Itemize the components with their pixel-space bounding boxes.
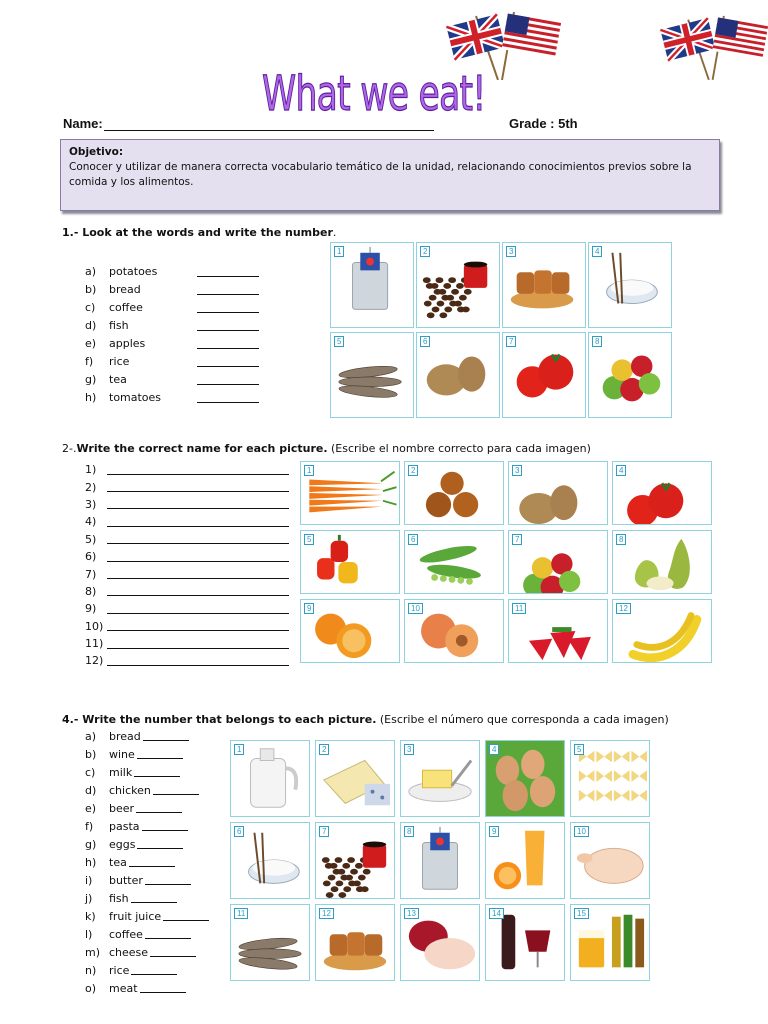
item-number: 5) <box>85 532 97 546</box>
picture-number: 5 <box>574 744 584 755</box>
answer-blank[interactable] <box>129 856 175 867</box>
picture-tile <box>400 904 480 981</box>
item-letter: c) <box>85 766 96 779</box>
picture-tile <box>508 530 608 594</box>
objective-text: Conocer y utilizar de manera correcta vocabulario temático de la unidad, relacionando conocimientos previos sobre la comida y los alimentos. <box>69 161 692 188</box>
item-letter: g) <box>85 838 97 851</box>
item-number: 8) <box>85 584 97 598</box>
item-number: 9) <box>85 602 97 616</box>
picture-tile <box>400 822 480 899</box>
picture-tile <box>416 332 500 418</box>
picture-number: 8 <box>404 826 414 837</box>
picture-number: 14 <box>489 908 504 919</box>
picture-tile <box>485 904 565 981</box>
answer-blank[interactable] <box>145 874 191 885</box>
uk-us-flags-icon <box>660 10 768 82</box>
item-word: bread <box>109 730 141 743</box>
picture-number: 4 <box>592 246 602 257</box>
picture-number: 15 <box>574 908 589 919</box>
list-item <box>85 820 209 838</box>
item-word: fish <box>109 892 129 905</box>
item-letter: g) <box>85 372 97 386</box>
list-item <box>85 910 209 928</box>
list-item <box>85 370 259 388</box>
list-item <box>85 461 289 478</box>
list-item <box>85 652 289 669</box>
section4-word-list <box>85 730 209 1000</box>
picture-tile <box>502 332 586 418</box>
list-item <box>85 548 289 565</box>
section2-picture-grid <box>300 461 712 663</box>
answer-blank[interactable] <box>134 766 180 777</box>
answer-blank[interactable] <box>197 338 259 349</box>
item-letter: b) <box>85 282 97 296</box>
item-letter: h) <box>85 856 97 869</box>
answer-blank[interactable] <box>137 748 183 759</box>
picture-tile <box>300 599 400 663</box>
list-item <box>85 531 289 548</box>
grade-label: Grade : 5th <box>509 116 578 131</box>
answer-blank[interactable] <box>107 534 289 544</box>
name-field[interactable] <box>104 130 434 131</box>
picture-tile <box>230 822 310 899</box>
picture-number: 8 <box>616 534 626 545</box>
item-letter: k) <box>85 910 96 923</box>
item-word: coffee <box>109 300 143 314</box>
answer-blank[interactable] <box>107 586 289 596</box>
item-number: 10) <box>85 619 104 633</box>
list-item <box>85 730 209 748</box>
section1-picture-grid <box>330 242 672 418</box>
picture-number: 4 <box>489 744 499 755</box>
picture-tile <box>612 599 712 663</box>
item-letter: d) <box>85 318 97 332</box>
list-item <box>85 316 259 334</box>
picture-number: 2 <box>408 465 418 476</box>
picture-number: 12 <box>616 603 631 614</box>
picture-tile <box>230 740 310 817</box>
picture-number: 1 <box>304 465 314 476</box>
peppers-icon <box>301 531 399 593</box>
picture-number: 7 <box>319 826 329 837</box>
picture-tile <box>416 242 500 328</box>
list-item <box>85 583 289 600</box>
item-number: 1) <box>85 463 97 477</box>
item-number: 7) <box>85 567 97 581</box>
answer-blank[interactable] <box>107 482 289 492</box>
item-letter: c) <box>85 300 96 314</box>
answer-blank[interactable] <box>197 266 259 277</box>
picture-number: 9 <box>304 603 314 614</box>
answer-blank[interactable] <box>107 569 289 579</box>
picture-tile <box>485 822 565 899</box>
section2-answer-list <box>85 461 289 670</box>
list-item <box>85 892 209 910</box>
picture-number: 4 <box>616 465 626 476</box>
answer-blank[interactable] <box>107 465 289 475</box>
section4-picture-grid <box>230 740 650 981</box>
list-item <box>85 565 289 582</box>
item-letter: f) <box>85 354 94 368</box>
picture-tile <box>330 242 414 328</box>
item-word: butter <box>109 874 143 887</box>
item-letter: o) <box>85 982 97 995</box>
section1-title: 1.- Look at the words and write the number. <box>62 226 337 239</box>
list-item <box>85 784 209 802</box>
picture-number: 7 <box>512 534 522 545</box>
item-word: tea <box>109 856 127 869</box>
item-letter: d) <box>85 784 97 797</box>
picture-number: 11 <box>512 603 526 614</box>
pears-icon <box>613 531 711 593</box>
list-item <box>85 600 289 617</box>
list-item <box>85 856 209 874</box>
picture-number: 6 <box>234 826 244 837</box>
answer-blank[interactable] <box>140 982 186 993</box>
item-letter: i) <box>85 874 93 887</box>
picture-tile <box>315 740 395 817</box>
item-word: potatoes <box>109 264 158 278</box>
tomatoes-icon <box>613 462 711 524</box>
picture-tile <box>315 904 395 981</box>
picture-tile <box>570 904 650 981</box>
answer-blank[interactable] <box>107 656 289 666</box>
list-item <box>85 964 209 982</box>
answer-blank[interactable] <box>163 910 209 921</box>
name-label: Name: <box>63 116 103 131</box>
list-item <box>85 946 209 964</box>
answer-blank[interactable] <box>142 820 188 831</box>
item-letter: m) <box>85 946 101 959</box>
picture-tile <box>570 822 650 899</box>
objective-box <box>60 139 720 211</box>
picture-number: 10 <box>574 826 589 837</box>
picture-tile <box>508 599 608 663</box>
list-item <box>85 496 289 513</box>
item-word: fruit juice <box>109 910 162 923</box>
picture-tile <box>300 530 400 594</box>
item-word: beer <box>109 802 135 815</box>
section4-title: 4.- Write the number that belongs to each picture. (Escribe el número que corresponda a cada imagen) <box>62 713 669 726</box>
item-word: bread <box>109 282 141 296</box>
list-item <box>85 352 259 370</box>
list-item <box>85 982 209 1000</box>
item-number: 3) <box>85 497 97 511</box>
item-letter: e) <box>85 336 97 350</box>
item-letter: n) <box>85 964 97 977</box>
item-word: cheese <box>109 946 149 959</box>
section2-title: 2-.Write the correct name for each picture. (Escribe el nombre correcto para cada imagen) <box>62 442 591 455</box>
picture-tile <box>404 599 504 663</box>
answer-blank[interactable] <box>107 552 289 562</box>
answer-blank[interactable] <box>145 928 191 939</box>
list-item <box>85 802 209 820</box>
item-word: fish <box>109 318 129 332</box>
item-word: rice <box>109 354 130 368</box>
item-word: coffee <box>109 928 143 941</box>
item-word: pasta <box>109 820 140 833</box>
picture-tile <box>588 332 672 418</box>
list-item <box>85 838 209 856</box>
answer-blank[interactable] <box>143 730 189 741</box>
answer-blank[interactable] <box>107 604 289 614</box>
picture-number: 8 <box>592 336 602 347</box>
picture-number: 2 <box>420 246 430 257</box>
answer-blank[interactable] <box>197 302 259 313</box>
answer-blank[interactable] <box>107 639 289 649</box>
item-letter: h) <box>85 390 97 404</box>
picture-number: 3 <box>506 246 516 257</box>
oranges-icon <box>301 600 399 662</box>
answer-blank[interactable] <box>153 784 199 795</box>
answer-blank[interactable] <box>197 320 259 331</box>
answer-blank[interactable] <box>107 517 289 527</box>
item-letter: a) <box>85 264 97 278</box>
picture-number: 11 <box>234 908 248 919</box>
picture-number: 5 <box>334 336 344 347</box>
item-word: wine <box>109 748 135 761</box>
answer-blank[interactable] <box>107 621 289 631</box>
item-letter: a) <box>85 730 97 743</box>
answer-blank[interactable] <box>197 374 259 385</box>
page-title: What we eat! <box>262 66 486 122</box>
answer-blank[interactable] <box>197 284 259 295</box>
picture-tile <box>502 242 586 328</box>
picture-number: 1 <box>334 246 344 257</box>
answer-blank[interactable] <box>136 802 182 813</box>
list-item <box>85 618 289 635</box>
item-word: tomatoes <box>109 390 162 404</box>
picture-number: 12 <box>319 908 334 919</box>
item-letter: l) <box>85 928 93 941</box>
picture-tile <box>588 242 672 328</box>
picture-tile <box>300 461 400 525</box>
picture-tile <box>315 822 395 899</box>
picture-number: 6 <box>408 534 418 545</box>
item-word: tea <box>109 372 127 386</box>
list-item <box>85 874 209 892</box>
item-letter: j) <box>85 892 93 905</box>
picture-number: 5 <box>304 534 314 545</box>
picture-number: 1 <box>234 744 244 755</box>
picture-number: 13 <box>404 908 419 919</box>
picture-tile <box>330 332 414 418</box>
picture-number: 3 <box>512 465 522 476</box>
list-item <box>85 388 259 406</box>
answer-blank[interactable] <box>137 838 183 849</box>
section1-word-list <box>85 262 259 406</box>
answer-blank[interactable] <box>197 392 259 403</box>
list-item <box>85 334 259 352</box>
item-number: 2) <box>85 480 97 494</box>
list-item <box>85 748 209 766</box>
picture-tile <box>508 461 608 525</box>
item-number: 6) <box>85 550 97 564</box>
answer-blank[interactable] <box>131 964 177 975</box>
list-item <box>85 478 289 495</box>
picture-number: 9 <box>489 826 499 837</box>
item-number: 12) <box>85 654 104 668</box>
list-item <box>85 513 289 530</box>
potatoes-icon <box>509 462 607 524</box>
list-item <box>85 280 259 298</box>
item-word: apples <box>109 336 146 350</box>
picture-tile <box>400 740 480 817</box>
objective-heading: Objetivo: <box>69 146 124 158</box>
picture-number: 7 <box>506 336 516 347</box>
list-item <box>85 635 289 652</box>
picture-number: 3 <box>404 744 414 755</box>
picture-tile <box>485 740 565 817</box>
list-item <box>85 928 209 946</box>
apples-icon <box>509 531 607 593</box>
answer-blank[interactable] <box>150 946 196 957</box>
list-item <box>85 298 259 316</box>
picture-tile <box>570 740 650 817</box>
item-number: 4) <box>85 515 97 529</box>
item-letter: b) <box>85 748 97 761</box>
item-letter: e) <box>85 802 97 815</box>
list-item <box>85 262 259 280</box>
item-word: milk <box>109 766 133 779</box>
item-number: 11) <box>85 637 104 651</box>
onions-icon <box>405 462 503 524</box>
picture-number: 10 <box>408 603 423 614</box>
picture-tile <box>612 530 712 594</box>
picture-tile <box>404 461 504 525</box>
carrots-icon <box>301 462 399 524</box>
item-word: rice <box>109 964 130 977</box>
item-word: eggs <box>109 838 136 851</box>
item-word: meat <box>109 982 138 995</box>
item-word: chicken <box>109 784 151 797</box>
item-letter: f) <box>85 820 94 833</box>
answer-blank[interactable] <box>131 892 177 903</box>
list-item <box>85 766 209 784</box>
picture-number: 6 <box>420 336 430 347</box>
picture-number: 2 <box>319 744 329 755</box>
answer-blank[interactable] <box>197 356 259 367</box>
picture-tile <box>230 904 310 981</box>
answer-blank[interactable] <box>107 499 289 509</box>
peas-icon <box>405 531 503 593</box>
picture-tile <box>404 530 504 594</box>
picture-tile <box>612 461 712 525</box>
